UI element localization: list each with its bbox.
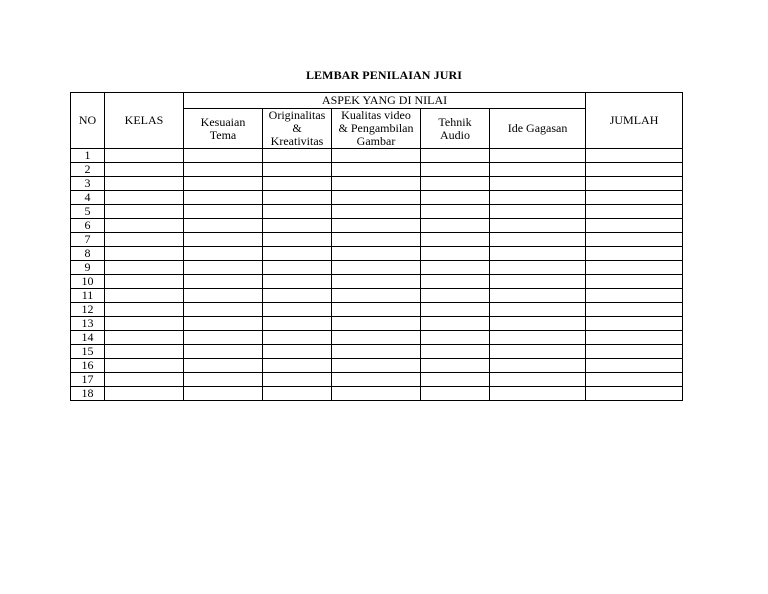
header-aspect-line: Tehnik (438, 114, 472, 129)
score-cell[interactable] (105, 275, 184, 289)
score-cell[interactable] (490, 233, 586, 247)
score-cell[interactable] (421, 303, 490, 317)
score-cell[interactable] (105, 387, 184, 401)
table-row (71, 177, 683, 191)
score-cell[interactable] (586, 317, 683, 331)
score-cell[interactable] (586, 261, 683, 275)
score-cell[interactable] (332, 345, 421, 359)
score-cell[interactable] (184, 247, 263, 261)
table-row (71, 359, 683, 373)
score-cell[interactable] (421, 289, 490, 303)
row-number: 4 (71, 191, 105, 205)
score-cell[interactable] (332, 303, 421, 317)
header-aspect-line: Audio (440, 127, 470, 142)
score-cell[interactable] (490, 387, 586, 401)
header-aspect-line: Gambar (356, 134, 396, 148)
scoring-table (70, 92, 683, 401)
score-cell[interactable] (184, 261, 263, 275)
header-aspect-line: Originalitas (268, 108, 326, 122)
score-cell[interactable] (263, 373, 332, 387)
score-cell[interactable] (105, 219, 184, 233)
score-cell[interactable] (184, 149, 263, 163)
score-cell[interactable] (184, 163, 263, 177)
table-row (71, 289, 683, 303)
score-cell[interactable] (184, 317, 263, 331)
score-cell[interactable] (421, 219, 490, 233)
score-cell[interactable] (105, 177, 184, 191)
header-aspect-3 (332, 109, 421, 149)
score-cell[interactable] (105, 331, 184, 345)
score-cell[interactable] (332, 205, 421, 219)
score-cell[interactable] (586, 373, 683, 387)
score-cell[interactable] (586, 219, 683, 233)
score-cell[interactable] (421, 261, 490, 275)
score-cell[interactable] (421, 163, 490, 177)
row-number: 16 (71, 359, 105, 373)
score-cell[interactable] (263, 317, 332, 331)
score-cell[interactable] (184, 177, 263, 191)
score-cell[interactable] (263, 233, 332, 247)
header-aspect-line: & (292, 121, 302, 135)
score-cell[interactable] (490, 219, 586, 233)
score-cell[interactable] (263, 219, 332, 233)
score-cell[interactable] (586, 289, 683, 303)
score-cell[interactable] (332, 219, 421, 233)
score-cell[interactable] (490, 303, 586, 317)
score-cell[interactable] (332, 247, 421, 261)
score-cell[interactable] (490, 359, 586, 373)
score-cell[interactable] (421, 359, 490, 373)
score-cell[interactable] (332, 317, 421, 331)
score-cell[interactable] (586, 233, 683, 247)
score-cell[interactable] (586, 205, 683, 219)
score-cell[interactable] (263, 289, 332, 303)
table-row (71, 219, 683, 233)
score-cell[interactable] (490, 317, 586, 331)
score-cell[interactable] (332, 331, 421, 345)
header-aspect-5 (490, 109, 586, 149)
score-cell[interactable] (332, 163, 421, 177)
score-cell[interactable] (184, 191, 263, 205)
score-cell[interactable] (263, 261, 332, 275)
score-cell[interactable] (263, 247, 332, 261)
row-number: 17 (71, 373, 105, 387)
header-aspect-line: Kesuaian (200, 114, 246, 129)
table-row (71, 163, 683, 177)
score-cell[interactable] (586, 149, 683, 163)
score-cell[interactable] (421, 331, 490, 345)
row-number: 1 (71, 149, 105, 163)
score-cell[interactable] (332, 191, 421, 205)
header-aspect-line: & Pengambilan (338, 121, 414, 135)
header-aspect-line: Ide Gagasan (507, 121, 568, 135)
table-row (71, 317, 683, 331)
score-cell[interactable] (490, 289, 586, 303)
score-cell[interactable] (490, 149, 586, 163)
score-cell[interactable] (184, 303, 263, 317)
table-row (71, 233, 683, 247)
score-cell[interactable] (184, 331, 263, 345)
score-cell[interactable] (184, 205, 263, 219)
header-aspect-line: Tema (209, 127, 237, 142)
row-number: 11 (71, 289, 105, 303)
score-cell[interactable] (332, 233, 421, 247)
header-aspect-4 (421, 109, 490, 149)
score-cell[interactable] (586, 331, 683, 345)
score-cell[interactable] (105, 373, 184, 387)
score-cell[interactable] (421, 177, 490, 191)
score-cell[interactable] (105, 345, 184, 359)
score-cell[interactable] (105, 247, 184, 261)
score-cell[interactable] (490, 191, 586, 205)
row-number: 15 (71, 345, 105, 359)
header-aspect-2 (263, 109, 332, 149)
score-cell[interactable] (105, 317, 184, 331)
score-cell[interactable] (586, 359, 683, 373)
score-cell[interactable] (263, 387, 332, 401)
score-cell[interactable] (184, 289, 263, 303)
score-cell[interactable] (184, 233, 263, 247)
score-cell[interactable] (586, 387, 683, 401)
score-cell[interactable] (421, 373, 490, 387)
header-no: NO (71, 93, 105, 149)
score-cell[interactable] (184, 275, 263, 289)
score-cell[interactable] (105, 261, 184, 275)
score-cell[interactable] (105, 303, 184, 317)
score-cell[interactable] (586, 163, 683, 177)
score-cell[interactable] (184, 345, 263, 359)
score-cell[interactable] (490, 331, 586, 345)
row-number: 6 (71, 219, 105, 233)
row-number: 12 (71, 303, 105, 317)
score-cell[interactable] (586, 247, 683, 261)
table-row (71, 303, 683, 317)
score-cell[interactable] (332, 261, 421, 275)
table-row (71, 261, 683, 275)
score-cell[interactable] (105, 359, 184, 373)
score-cell[interactable] (421, 345, 490, 359)
score-cell[interactable] (263, 359, 332, 373)
score-cell[interactable] (490, 345, 586, 359)
score-cell[interactable] (263, 191, 332, 205)
table-row (71, 275, 683, 289)
score-cell[interactable] (263, 205, 332, 219)
score-cell[interactable] (105, 205, 184, 219)
score-cell[interactable] (105, 191, 184, 205)
score-cell[interactable] (490, 247, 586, 261)
header-jumlah: JUMLAH (586, 93, 683, 149)
score-cell[interactable] (332, 149, 421, 163)
header-aspect-line: Kualitas video (341, 108, 411, 122)
row-number: 8 (71, 247, 105, 261)
score-cell[interactable] (332, 275, 421, 289)
score-cell[interactable] (421, 191, 490, 205)
score-cell[interactable] (105, 233, 184, 247)
table-row (71, 373, 683, 387)
score-cell[interactable] (105, 289, 184, 303)
table-row (71, 149, 683, 163)
score-cell[interactable] (490, 205, 586, 219)
score-cell[interactable] (586, 275, 683, 289)
table-row (71, 387, 683, 401)
row-number: 18 (71, 387, 105, 401)
score-cell[interactable] (184, 219, 263, 233)
table-row (71, 191, 683, 205)
score-cell[interactable] (105, 149, 184, 163)
row-number: 14 (71, 331, 105, 345)
score-cell[interactable] (332, 387, 421, 401)
header-aspect-1 (184, 109, 263, 149)
score-cell[interactable] (490, 177, 586, 191)
score-cell[interactable] (490, 261, 586, 275)
score-cell[interactable] (421, 387, 490, 401)
score-cell[interactable] (184, 359, 263, 373)
score-cell[interactable] (332, 289, 421, 303)
table-row (71, 331, 683, 345)
row-number: 10 (71, 275, 105, 289)
score-cell[interactable] (421, 233, 490, 247)
score-cell[interactable] (586, 345, 683, 359)
score-cell[interactable] (586, 177, 683, 191)
score-cell[interactable] (263, 149, 332, 163)
row-number: 9 (71, 261, 105, 275)
table-row (71, 345, 683, 359)
score-cell[interactable] (332, 373, 421, 387)
score-cell[interactable] (421, 205, 490, 219)
score-cell[interactable] (263, 331, 332, 345)
score-cell[interactable] (263, 275, 332, 289)
score-cell[interactable] (184, 387, 263, 401)
table-row (71, 205, 683, 219)
score-cell[interactable] (332, 177, 421, 191)
score-cell[interactable] (490, 373, 586, 387)
score-cell[interactable] (421, 247, 490, 261)
score-cell[interactable] (332, 359, 421, 373)
row-number: 3 (71, 177, 105, 191)
row-number: 13 (71, 317, 105, 331)
score-cell[interactable] (421, 149, 490, 163)
score-cell[interactable] (263, 163, 332, 177)
score-cell[interactable] (421, 317, 490, 331)
row-number: 2 (71, 163, 105, 177)
header-aspek-group: ASPEK YANG DI NILAI (184, 93, 586, 109)
header-kelas: KELAS (105, 93, 184, 149)
score-cell[interactable] (421, 275, 490, 289)
score-cell[interactable] (586, 303, 683, 317)
score-cell[interactable] (263, 345, 332, 359)
header-aspect-line: Kreativitas (270, 134, 324, 148)
score-cell[interactable] (184, 373, 263, 387)
score-cell[interactable] (586, 191, 683, 205)
score-cell[interactable] (263, 177, 332, 191)
sheet-title: LEMBAR PENILAIAN JURI (305, 68, 463, 82)
score-cell[interactable] (263, 303, 332, 317)
score-cell[interactable] (490, 275, 586, 289)
table-row (71, 247, 683, 261)
row-number: 7 (71, 233, 105, 247)
row-number: 5 (71, 205, 105, 219)
score-cell[interactable] (490, 163, 586, 177)
score-cell[interactable] (105, 163, 184, 177)
